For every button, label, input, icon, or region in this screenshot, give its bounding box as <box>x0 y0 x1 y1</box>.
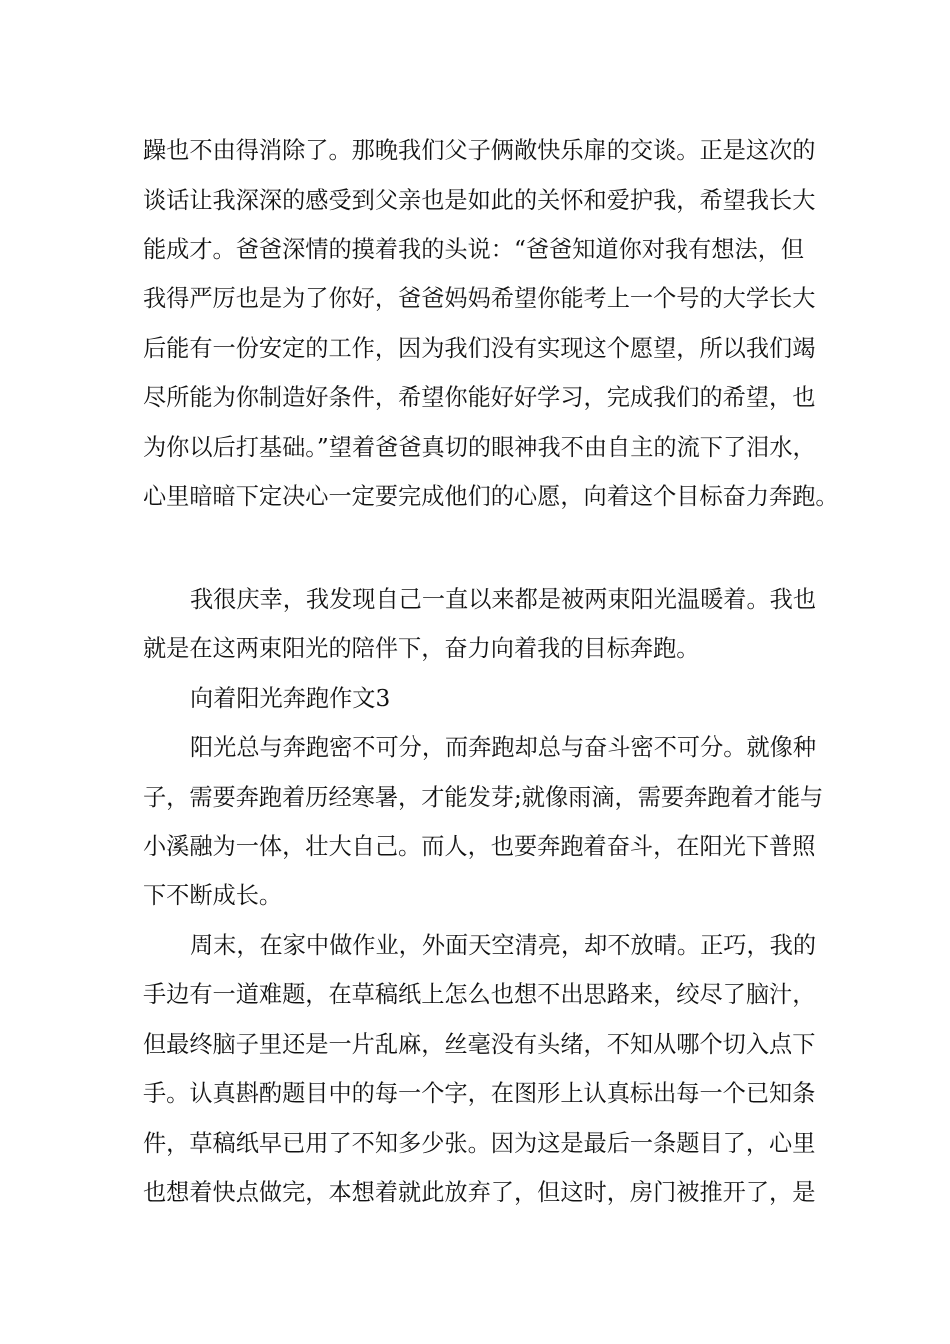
paragraph-4-line-5: 件，草稿纸早已用了不知多少张。因为这是最后一条题目了，心里 <box>143 1130 816 1157</box>
paragraph-2-line-1: 我很庆幸，我发现自己一直以来都是被两束阳光温暖着。我也 <box>190 586 817 613</box>
paragraph-2-line-2: 就是在这两束阳光的陪伴下，奋力向着我的目标奔跑。 <box>143 635 700 662</box>
paragraph-1-line-7: 为你以后打基础。”望着爸爸真切的眼神我不由自主的流下了泪水， <box>143 434 816 461</box>
paragraph-1-line-2: 谈话让我深深的感受到父亲也是如此的关怀和爱护我，希望我长大 <box>143 187 816 214</box>
paragraph-4-line-4: 手。认真斟酌题目中的每一个字，在图形上认真标出每一个已知条 <box>143 1080 816 1107</box>
section-heading: 向着阳光奔跑作文3 <box>190 685 391 712</box>
paragraph-1-line-4: 我得严厉也是为了你好，爸爸妈妈希望你能考上一个号的大学长大 <box>143 285 816 312</box>
paragraph-4-line-3: 但最终脑子里还是一片乱麻，丝毫没有头绪，不知从哪个切入点下 <box>143 1031 816 1058</box>
paragraph-3-line-3: 小溪融为一体，壮大自己。而人，也要奔跑着奋斗，在阳光下普照 <box>143 833 816 860</box>
paragraph-1-line-1: 躁也不由得消除了。那晚我们父子俩敞快乐扉的交谈。正是这次的 <box>143 137 816 164</box>
paragraph-1-line-8: 心里暗暗下定决心一定要完成他们的心愿，向着这个目标奋力奔跑。 <box>143 483 839 510</box>
paragraph-4-line-2: 手边有一道难题，在草稿纸上怎么也想不出思路来，绞尽了脑汁， <box>143 981 816 1008</box>
paragraph-3-line-1: 阳光总与奔跑密不可分，而奔跑却总与奋斗密不可分。就像种 <box>190 734 817 761</box>
paragraph-4-line-6: 也想着快点做完，本想着就此放弃了，但这时，房门被推开了，是 <box>143 1179 816 1206</box>
paragraph-1-line-3: 能成才。爸爸深情的摸着我的头说：“爸爸知道你对我有想法，但 <box>143 236 805 263</box>
paragraph-3-line-2: 子，需要奔跑着历经寒暑，才能发芽;就像雨滴，需要奔跑着才能与 <box>143 784 824 811</box>
paragraph-1-line-5: 后能有一份安定的工作，因为我们没有实现这个愿望，所以我们竭 <box>143 335 816 362</box>
paragraph-4-line-1: 周末，在家中做作业，外面天空清亮，却不放晴。正巧，我的 <box>190 932 817 959</box>
paragraph-3-line-4: 下不断成长。 <box>143 882 283 909</box>
paragraph-1-line-6: 尽所能为你制造好条件，希望你能好好学习，完成我们的希望，也 <box>143 384 816 411</box>
